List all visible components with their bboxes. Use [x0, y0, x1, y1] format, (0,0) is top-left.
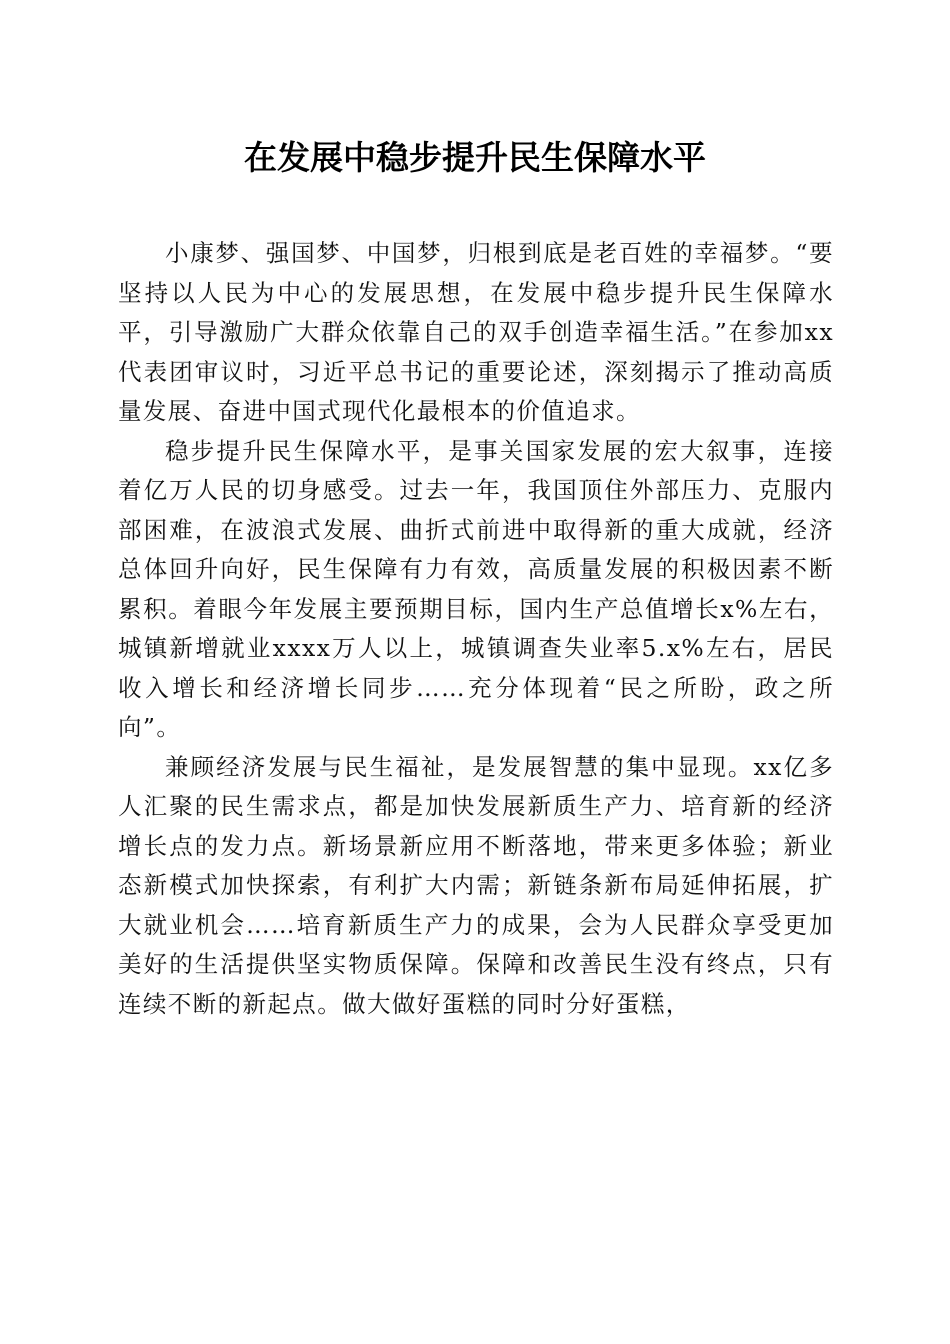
document-body	[118, 234, 834, 1024]
paragraph-3: 兼顾经济发展与民生福祉，是发展智慧的集中显现。xx亿多人汇聚的民生需求点，都是加快发展新质生产力、培育新的经济增长点的发力点。新场景新应用不断落地，带来更多体验；新业态新模式加快探索，有利扩大内需；新链条新布局延伸拓展，扩大就业机会……培育新质生产力的成果，会为人民群众享受更加美好的生活提供坚实物质保障。保障和改善民生没有终点，只有连续不断的新起点。做大做好蛋糕的同时分好蛋糕，	[118, 752, 834, 1018]
paragraph-1: 小康梦、强国梦、中国梦，归根到底是老百姓的幸福梦。“要坚持以人民为中心的发展思想，在发展中稳步提升民生保障水平，引导激励广大群众依靠自己的双手创造幸福生活。”在参加xx代表团审议时，习近平总书记的重要论述，深刻揭示了推动高质量发展、奋进中国式现代化最根本的价值追求。	[118, 239, 834, 425]
document-title: 在发展中稳步提升民生保障水平	[244, 138, 706, 177]
paragraph-2: 稳步提升民生保障水平，是事关国家发展的宏大叙事，连接着亿万人民的切身感受。过去一年，我国顶住外部压力、克服内部困难，在波浪式发展、曲折式前进中取得新的重大成就，经济总体回升向好，民生保障有力有效，高质量发展的积极因素不断累积。着眼今年发展主要预期目标，国内生产总值增长x%左右，城镇新增就业xxxx万人以上，城镇调查失业率5.x%左右，居民收入增长和经济增长同步……充分体现着“民之所盼，政之所向”。	[118, 436, 834, 741]
